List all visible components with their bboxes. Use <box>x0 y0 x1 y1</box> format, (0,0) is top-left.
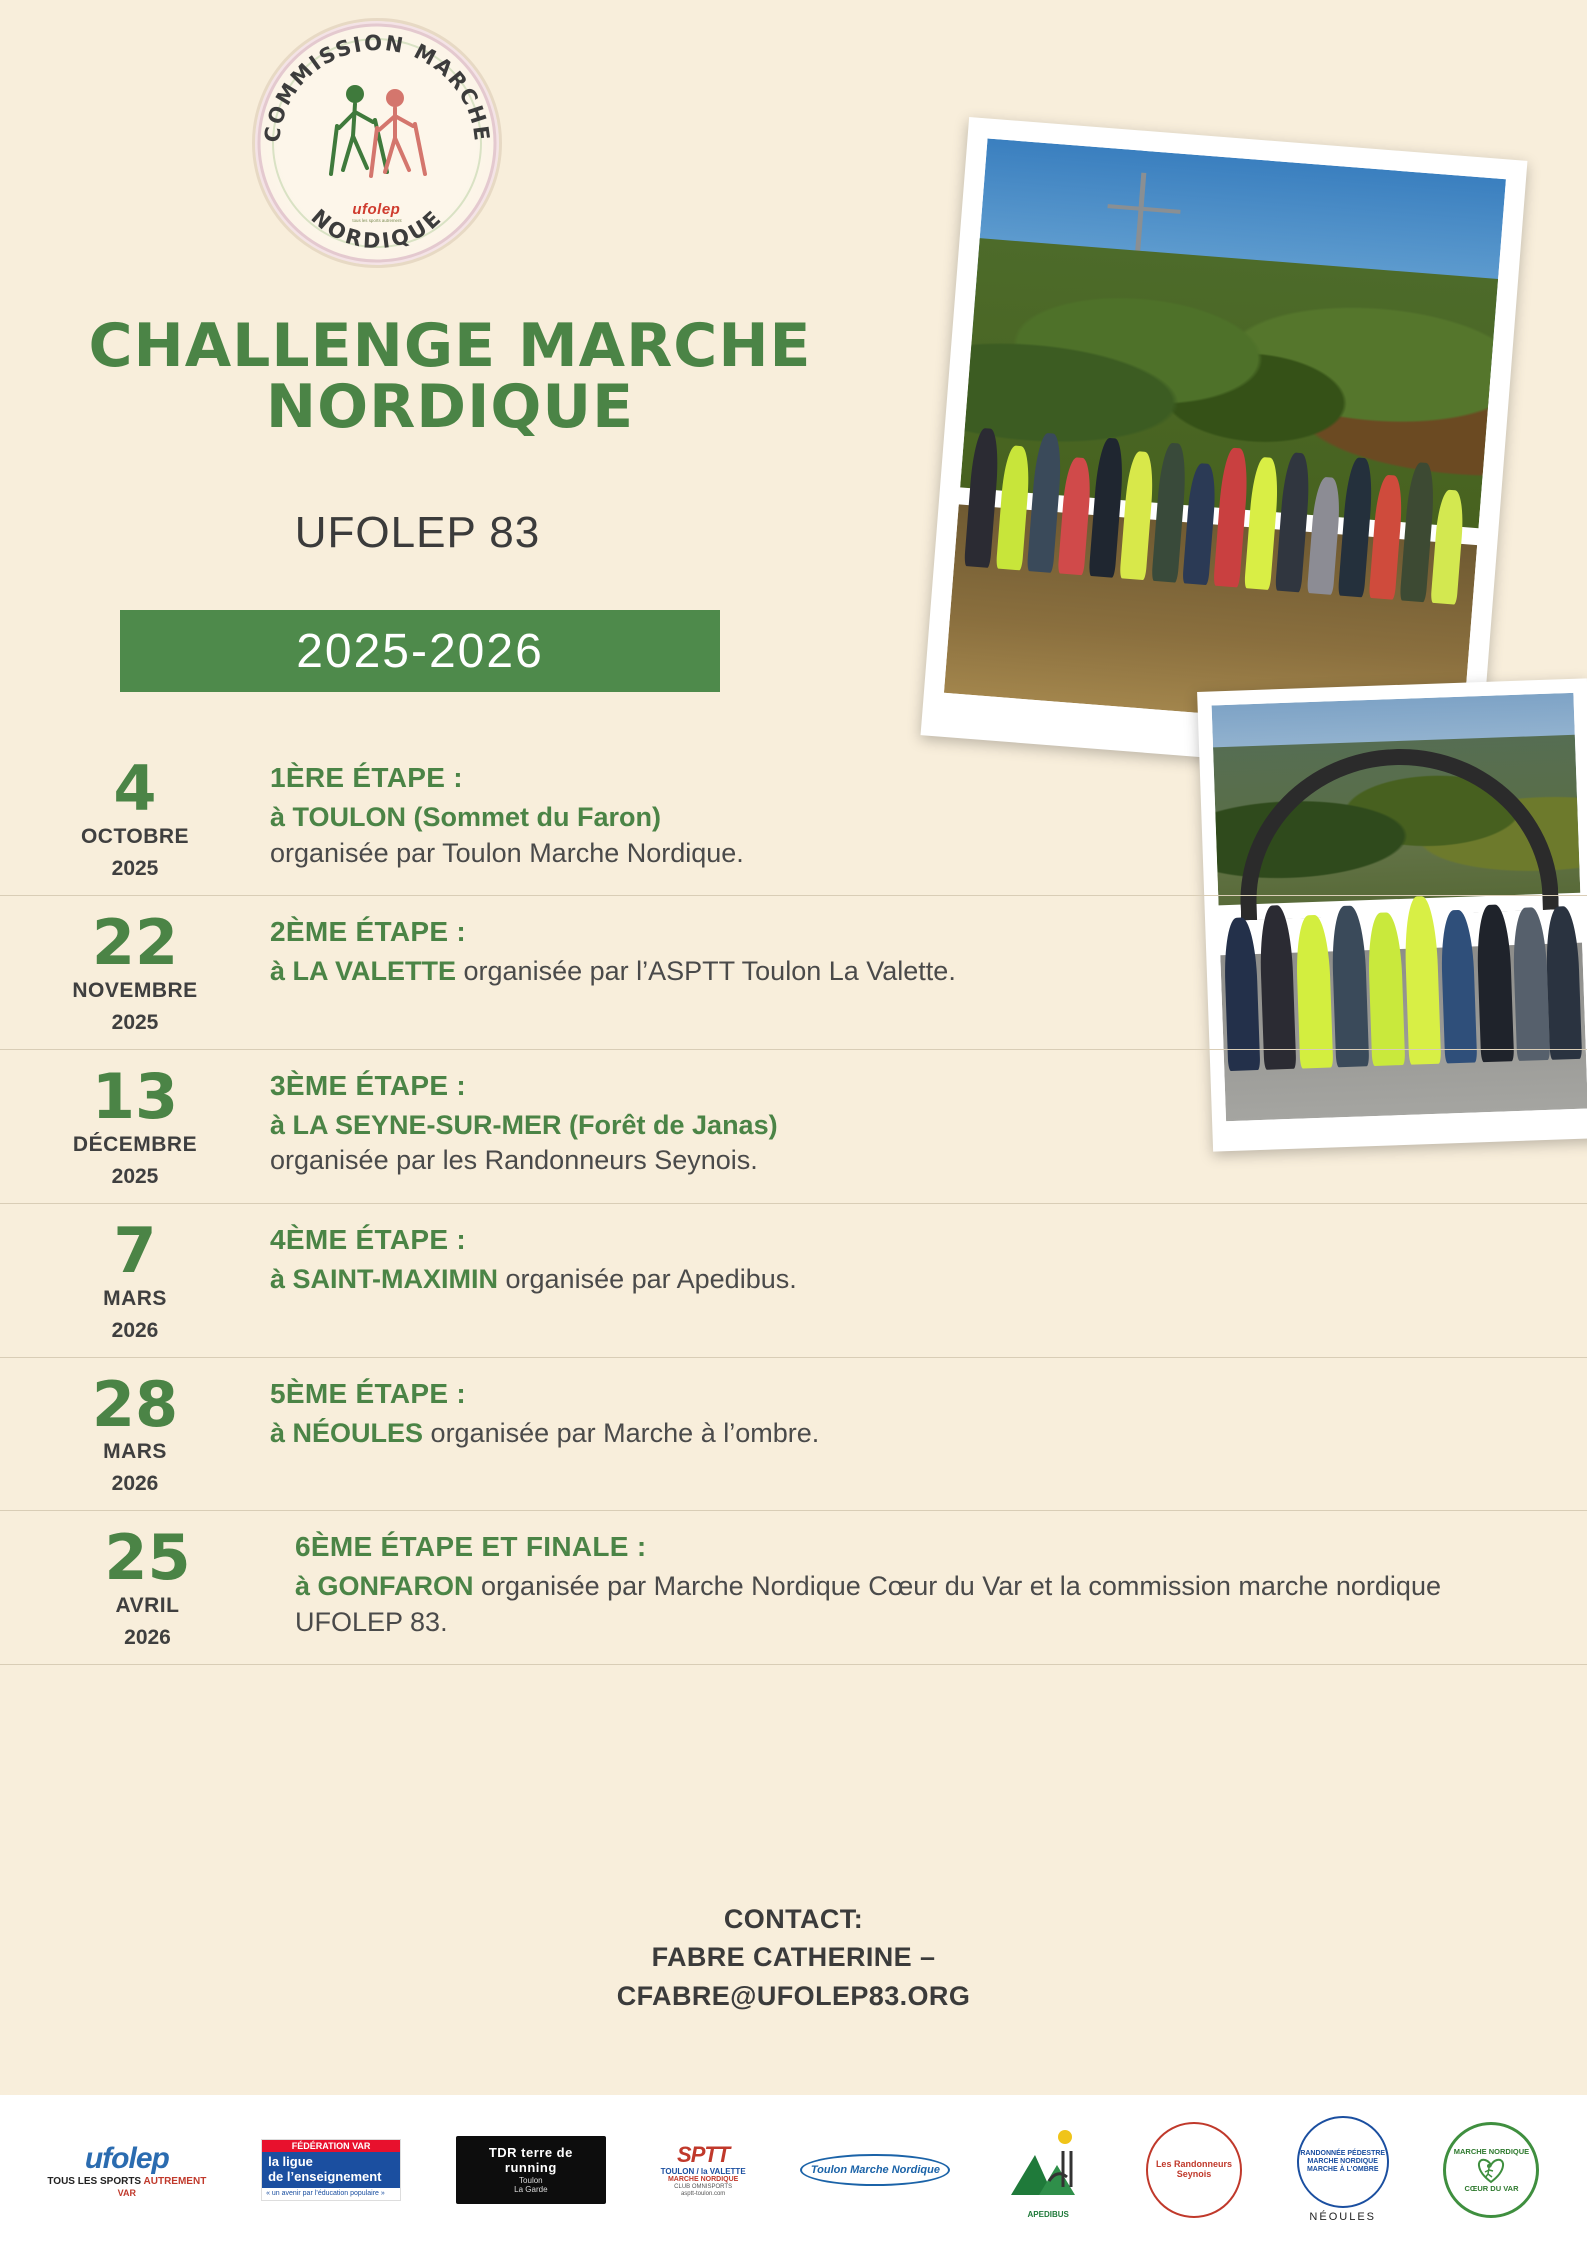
schedule-date-day: 25 <box>104 1521 191 1595</box>
schedule-description <box>270 1064 1587 1189</box>
schedule-date-year: 2025 <box>111 1164 159 1188</box>
schedule-row <box>0 895 1587 1049</box>
sponsor-asptt-line3: CLUB OMNISPORTS <box>674 2184 733 2191</box>
schedule-row <box>0 1049 1587 1203</box>
sponsor-neoules-town: NÉOULES <box>1309 2211 1376 2224</box>
sponsor-ufolep-tagline-a: TOUS LES SPORTS <box>47 2176 142 2188</box>
schedule-date-month: DÉCEMBRE <box>72 1132 198 1156</box>
schedule-row <box>0 742 1587 895</box>
schedule-date-year: 2026 <box>111 1472 159 1496</box>
sponsor-logo-marche-a-lombre <box>1297 2116 1389 2224</box>
sponsor-ufolep-tagline-b: AUTREMENT <box>143 2176 207 2188</box>
contact-block <box>0 1900 1587 2015</box>
schedule-description <box>270 1372 1587 1497</box>
sponsor-asptt-line1: TOULON / la VALETTE <box>660 2167 746 2177</box>
schedule-description <box>270 756 1587 881</box>
schedule-date-year: 2026 <box>124 1626 171 1650</box>
sponsor-terre-mark <box>462 2146 600 2176</box>
schedule-row <box>0 1510 1587 1665</box>
schedule-stage-body <box>270 1416 1467 1452</box>
sponsor-logo-toulon-marche-nordique <box>800 2154 950 2187</box>
schedule-date <box>0 1213 270 1343</box>
schedule-row <box>0 1357 1587 1511</box>
sponsor-coeur-line2: CŒUR DU VAR <box>1464 2184 1519 2193</box>
schedule-stage-title: 5ÈME ÉTAPE : <box>270 1377 467 1409</box>
schedule-stage-body <box>270 1108 1467 1179</box>
sponsor-logo-terre-de-running <box>456 2136 606 2204</box>
schedule-stage-title: 2ÈME ÉTAPE : <box>270 915 467 947</box>
schedule-stage-body <box>270 800 1467 871</box>
sponsor-terre-label: terre de running <box>504 2144 573 2175</box>
sponsor-randonneurs-label: Les Randonneurs Seynois <box>1146 2122 1242 2218</box>
logo-ufolep-tagline: tous les sports autrement <box>352 217 402 223</box>
page-title-line2: NORDIQUE <box>265 372 635 443</box>
sponsor-coeur-line1: MARCHE NORDIQUE <box>1453 2147 1530 2156</box>
sponsor-terre-loc2: La Garde <box>514 2184 548 2194</box>
schedule-stage-organizer: organisée par Marche à l’ombre. <box>423 1417 820 1448</box>
sponsor-logo-asptt <box>661 2142 746 2198</box>
schedule-stage-organizer: organisée par Marche Nordique Cœur du Var et la commission marche nordique UFOLEP 83. <box>295 1571 1441 1638</box>
sponsor-logo-coeur-du-var <box>1443 2122 1539 2218</box>
schedule-stage-body <box>270 954 1467 990</box>
schedule-date <box>0 1367 270 1497</box>
contact-label: CONTACT: <box>723 1904 864 1934</box>
schedule-date-day: 4 <box>113 752 157 825</box>
schedule-stage-organizer: organisée par l’ASPTT Toulon La Valette. <box>456 955 956 986</box>
sponsor-ligue-header: FÉDÉRATION VAR <box>262 2140 400 2152</box>
contact-email: CFABRE@UFOLEP83.ORG <box>616 1980 971 2011</box>
sponsor-ufolep-var: VAR <box>117 2187 137 2198</box>
sponsor-apedibus-label: APEDIBUS <box>1027 2209 1069 2219</box>
sponsor-logo-ufolep <box>47 2142 206 2198</box>
sponsor-ligue-name-b: de l’enseignement <box>268 2169 382 2185</box>
schedule-stage-place: à LA SEYNE-SUR-MER (Forêt de Janas) <box>270 1109 778 1140</box>
sponsor-ligue-tagline: « un avenir par l’éducation populaire » <box>266 2190 385 2198</box>
schedule-date <box>0 752 270 881</box>
sponsor-ufolep-wordmark: ufolep <box>84 2141 169 2175</box>
schedule-date-day: 7 <box>113 1213 157 1287</box>
sponsor-bar <box>0 2095 1587 2245</box>
schedule-date-year: 2026 <box>111 1318 159 1342</box>
sponsor-neoules-line3: MARCHE À L’OMBRE <box>1306 2166 1379 2174</box>
schedule-date-month: OCTOBRE <box>80 824 190 848</box>
schedule-date-day: 22 <box>91 905 179 979</box>
svg-text:COMMISSION MARCHE: COMMISSION MARCHE <box>259 30 495 144</box>
schedule-date-year: 2025 <box>111 856 159 880</box>
heart-walker-icon <box>1471 2156 1511 2184</box>
logo-ufolep-text: ufolep <box>352 200 401 218</box>
schedule-stage-place: à NÉOULES <box>270 1417 424 1448</box>
sponsor-coeur-ring <box>1443 2122 1539 2218</box>
sponsor-logo-ligue-enseignement <box>261 2139 401 2201</box>
schedule-date-month: MARS <box>103 1286 167 1310</box>
schedule-date <box>0 905 270 1035</box>
schedule-description <box>270 1218 1587 1343</box>
schedule-stage-place: à LA VALETTE <box>270 955 457 986</box>
sponsor-neoules-line1: RANDONNÉE PÉDESTRE <box>1300 2150 1386 2158</box>
schedule-stage-place: à TOULON (Sommet du Faron) <box>270 802 662 832</box>
page-title-line1: CHALLENGE MARCHE <box>88 311 812 381</box>
sponsor-ufolep-tagline <box>47 2176 206 2188</box>
schedule-date-day: 28 <box>91 1367 179 1441</box>
schedule-date-year: 2025 <box>111 1010 159 1034</box>
svg-text:NORDIQUE: NORDIQUE <box>306 204 448 254</box>
schedule-stage-organizer: organisée par Apedibus. <box>498 1263 797 1294</box>
page-subtitle: UFOLEP 83 <box>294 508 541 557</box>
sponsor-neoules-ring <box>1297 2116 1389 2208</box>
apedibus-icon <box>1005 2121 1091 2207</box>
photo-group-forest <box>921 117 1528 779</box>
schedule-description <box>295 1525 1587 1650</box>
schedule-stage-body <box>295 1569 1527 1640</box>
schedule-description <box>270 910 1587 1035</box>
photo-group-forest-image <box>944 138 1506 733</box>
season-badge-label: 2025-2026 <box>296 624 544 678</box>
schedule-stage-title: 6ÈME ÉTAPE ET FINALE : <box>295 1531 647 1563</box>
schedule-stage-title: 1ÈRE ÉTAPE : <box>270 762 463 793</box>
commission-logo <box>252 18 502 268</box>
schedule-row <box>0 1203 1587 1357</box>
schedule-date-month: MARS <box>103 1440 167 1464</box>
schedule-stage-organizer: organisée par Toulon Marche Nordique. <box>270 837 744 868</box>
sponsor-neoules-line2: MARCHE NORDIQUE <box>1307 2158 1378 2166</box>
sponsor-logo-apedibus <box>1005 2121 1091 2219</box>
sponsor-logo-randonneurs-seynois <box>1146 2122 1242 2218</box>
sponsor-tmn-label: Toulon Marche Nordique <box>800 2154 950 2187</box>
walkers-icon <box>317 78 437 188</box>
sponsor-asptt-line2: MARCHE NORDIQUE <box>667 2176 739 2184</box>
schedule-date-day: 13 <box>91 1059 179 1133</box>
schedule-date <box>0 1521 295 1650</box>
page-title <box>0 311 900 443</box>
sponsor-terre-mark-text: TDR <box>488 2144 518 2160</box>
schedule-list <box>0 742 1587 1665</box>
logo-ufolep-wordmark <box>352 201 401 223</box>
schedule-date-month: NOVEMBRE <box>72 978 198 1002</box>
schedule-stage-body <box>270 1262 1467 1298</box>
schedule-stage-title: 3ÈME ÉTAPE : <box>270 1069 467 1101</box>
sponsor-ligue-name-a: la ligue <box>268 2154 313 2170</box>
schedule-date <box>0 1059 270 1189</box>
sponsor-asptt-mark: SPTT <box>677 2141 730 2167</box>
schedule-stage-place: à SAINT-MAXIMIN <box>270 1263 499 1294</box>
schedule-stage-organizer: organisée par les Randonneurs Seynois. <box>270 1145 758 1176</box>
sponsor-asptt-line4: asptt-toulon.com <box>680 2191 726 2198</box>
sponsor-terre-loc1: Toulon <box>519 2175 543 2185</box>
schedule-date-month: AVRIL <box>115 1594 180 1618</box>
season-badge <box>120 610 720 692</box>
sponsor-ligue-name <box>262 2152 400 2188</box>
contact-person: FABRE CATHERINE – <box>651 1942 936 1973</box>
schedule-stage-title: 4ÈME ÉTAPE : <box>270 1223 467 1255</box>
schedule-stage-place: à GONFARON <box>295 1571 474 1602</box>
